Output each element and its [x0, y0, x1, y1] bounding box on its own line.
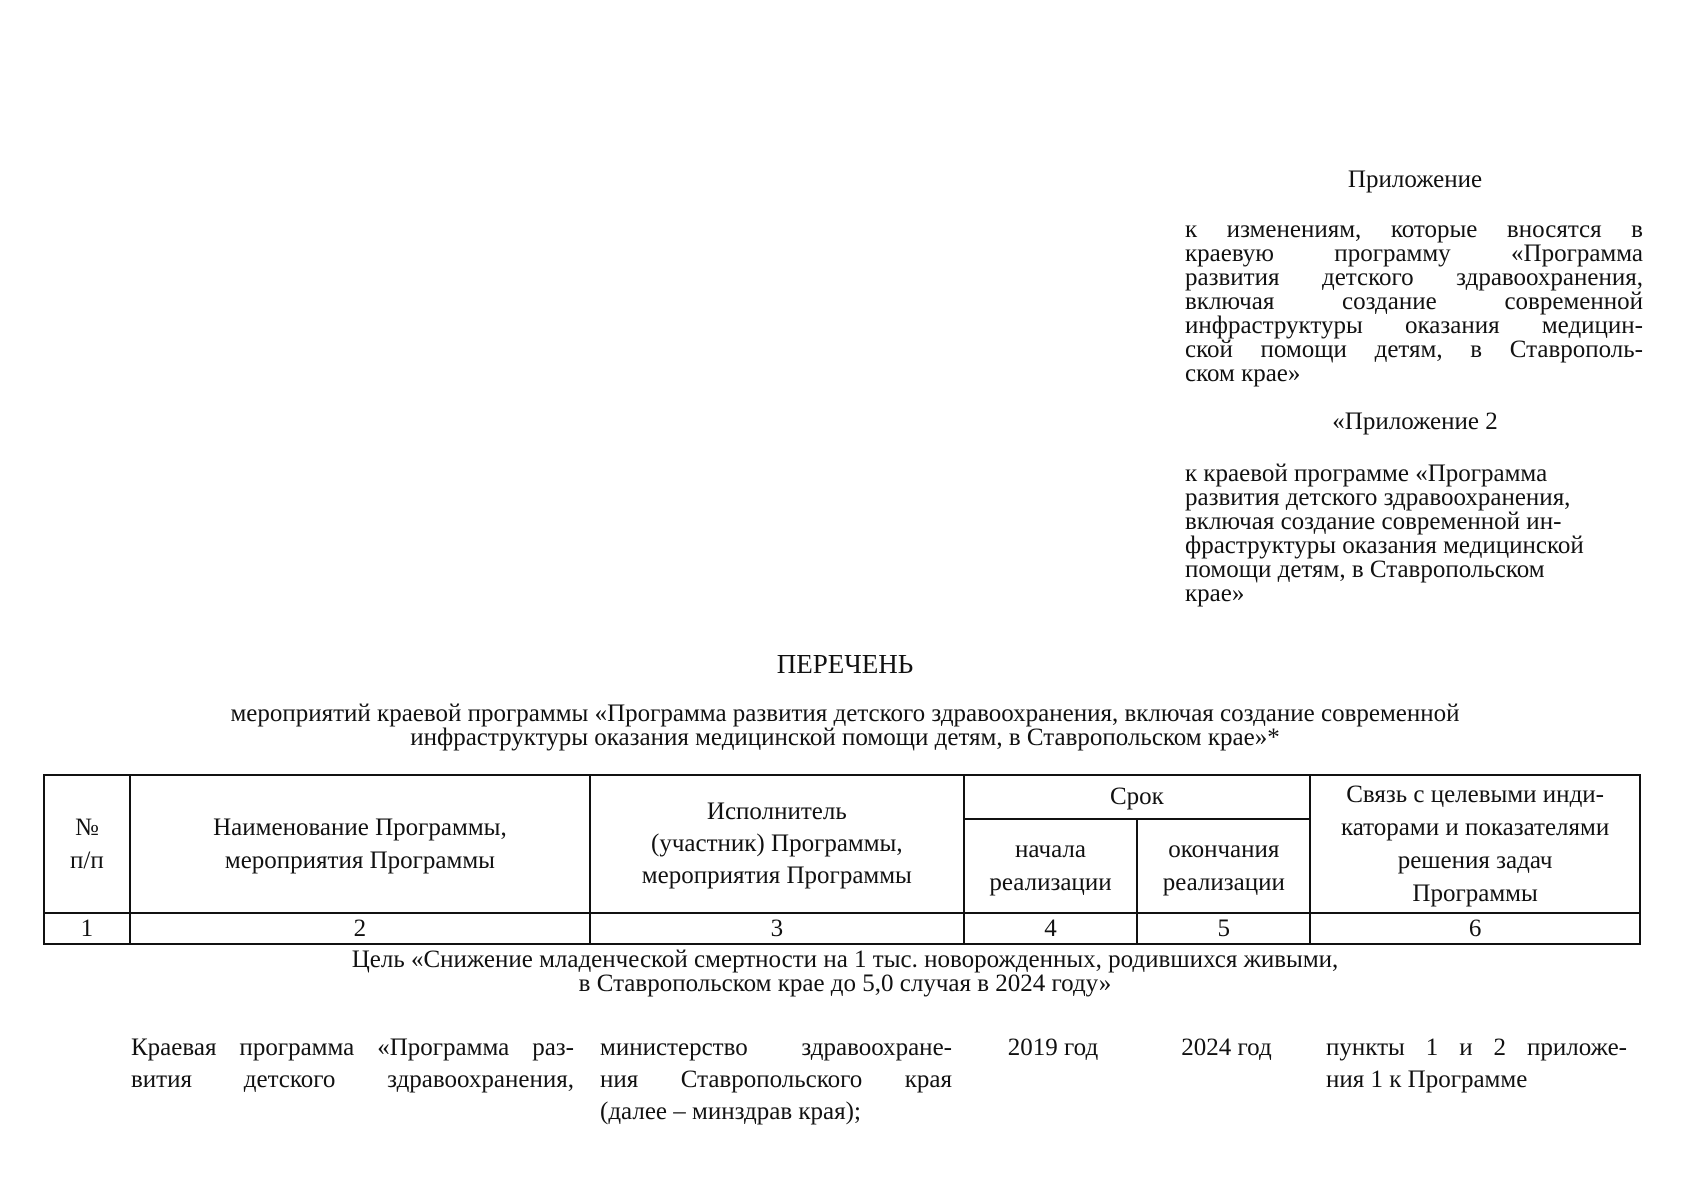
appendix2-line: фраструктуры оказания медицинской: [1185, 532, 1584, 559]
list-subtitle-line: инфраструктуры оказания медицинской помощи детям, в Ставропольском крае»*: [410, 724, 1280, 751]
appendix-line: инфраструктуры оказания медицин-: [1185, 312, 1643, 339]
appendix2-line: крае»: [1185, 580, 1245, 607]
row-program-name: Краевая программа «Программа раз- вития детского здравоохранения,: [131, 1034, 574, 1093]
appendix2-text: [1185, 462, 1647, 606]
row-link: пункты 1 и 2 приложе- ния 1 к Программе: [1326, 1034, 1627, 1093]
measures-table: [43, 774, 1641, 945]
header-end: окончания реализации: [1137, 819, 1310, 913]
column-number: 3: [590, 913, 964, 944]
appendix-line: включая создание современной: [1185, 288, 1643, 315]
appendix-text: [1185, 218, 1643, 386]
header-number: № п/п: [44, 775, 130, 913]
column-number: 4: [964, 913, 1138, 944]
header-start: начала реализации: [964, 819, 1138, 913]
row-start: 2019 год: [1007, 1034, 1099, 1061]
header-link: Связь с целевыми инди- каторами и показателями решения задач Программы: [1310, 775, 1640, 913]
column-number: 2: [130, 913, 590, 944]
row-end: 2024 год: [1181, 1034, 1272, 1061]
appendix-line: развития детского здравоохранения,: [1185, 264, 1643, 291]
goal-line: Цель «Снижение младенческой смертности на 1 тыс. новорожденных, родившихся живыми,: [351, 946, 1339, 973]
goal-line: в Ставропольском крае до 5,0 случая в 2024 году»: [578, 970, 1112, 997]
column-number: 1: [44, 913, 130, 944]
appendix-line: краевую программу «Программа: [1185, 240, 1643, 267]
list-subtitle: [0, 702, 1690, 750]
appendix2-line: помощи детям, в Ставропольском: [1185, 556, 1545, 583]
appendix2-line: включая создание современной ин-: [1185, 508, 1562, 535]
appendix-line: ском крае»: [1185, 360, 1301, 387]
appendix2-line: развития детского здравоохранения,: [1185, 484, 1571, 511]
appendix-title: Приложение: [1347, 166, 1483, 193]
header-srok: Срок: [964, 775, 1311, 819]
column-number: 5: [1137, 913, 1310, 944]
header-executor: Исполнитель (участник) Программы, мероприятия Программы: [590, 775, 964, 913]
table-numbers-row: [44, 913, 1640, 944]
appendix2-title: «Приложение 2: [1332, 408, 1498, 435]
goal-heading: [0, 948, 1690, 996]
row-executor: министерство здравоохране- ния Ставропольского края (далее – минздрав края);: [600, 1034, 952, 1125]
header-name: Наименование Программы, мероприятия Программы: [130, 775, 590, 913]
appendix2-line: к краевой программе «Программа: [1185, 460, 1548, 487]
list-title: ПЕРЕЧЕНЬ: [776, 649, 914, 679]
appendix-line: ской помощи детям, в Ставрополь-: [1185, 336, 1643, 363]
column-number: 6: [1310, 913, 1640, 944]
table-header-row: [44, 775, 1640, 819]
list-subtitle-line: мероприятий краевой программы «Программа развития детского здравоохранения, включая создание современной: [230, 700, 1460, 727]
appendix-line: к изменениям, которые вносятся в: [1185, 216, 1643, 243]
